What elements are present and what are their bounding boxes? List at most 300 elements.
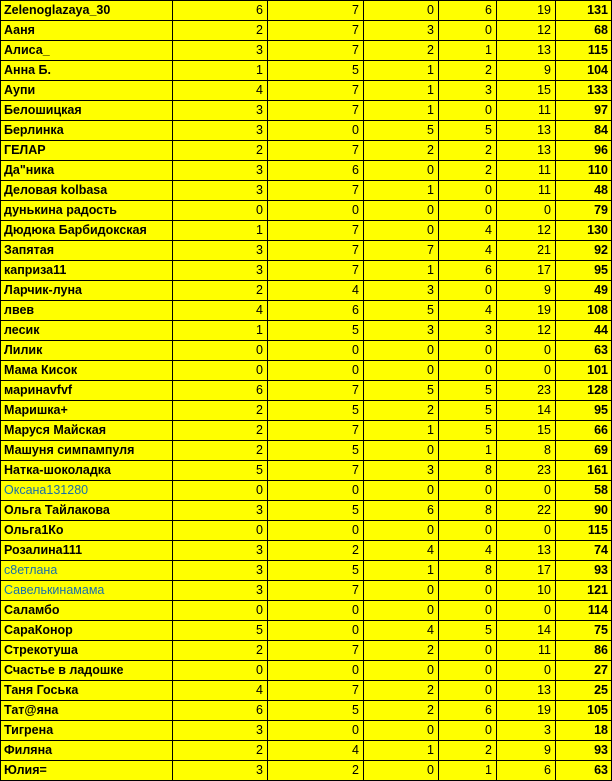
score-cell: 0: [173, 661, 268, 681]
participant-name: Мама Кисок: [1, 361, 173, 381]
score-cell: 5: [439, 621, 497, 641]
table-row: [1, 661, 612, 681]
score-cell: 0: [364, 521, 439, 541]
score-cell: 2: [439, 61, 497, 81]
participant-name[interactable]: Савелькинамама: [1, 581, 173, 601]
total-cell: 66: [556, 421, 612, 441]
participant-name: Алиса_: [1, 41, 173, 61]
score-cell: 0: [439, 281, 497, 301]
score-cell: 3: [173, 581, 268, 601]
score-cell: 1: [439, 41, 497, 61]
score-cell: 3: [173, 561, 268, 581]
score-cell: 7: [268, 81, 364, 101]
score-cell: 1: [439, 441, 497, 461]
score-cell: 12: [497, 221, 556, 241]
score-cell: 2: [364, 41, 439, 61]
score-cell: 7: [268, 221, 364, 241]
score-cell: 5: [268, 441, 364, 461]
total-cell: 93: [556, 741, 612, 761]
score-cell: 3: [173, 501, 268, 521]
participant-name: Ольга1Ко: [1, 521, 173, 541]
score-cell: 0: [497, 361, 556, 381]
participant-name: Лилик: [1, 341, 173, 361]
score-cell: 21: [497, 241, 556, 261]
participant-name: Натка-шоколадка: [1, 461, 173, 481]
table-row: [1, 441, 612, 461]
score-cell: 13: [497, 541, 556, 561]
score-cell: 5: [439, 401, 497, 421]
score-cell: 2: [173, 141, 268, 161]
score-cell: 5: [268, 401, 364, 421]
participant-name: дунькина радость: [1, 201, 173, 221]
score-cell: 0: [364, 1, 439, 21]
score-cell: 1: [364, 421, 439, 441]
score-cell: 0: [364, 221, 439, 241]
table-row: [1, 221, 612, 241]
score-cell: 11: [497, 641, 556, 661]
score-cell: 1: [364, 181, 439, 201]
table-row: [1, 381, 612, 401]
score-cell: 1: [364, 261, 439, 281]
score-cell: 22: [497, 501, 556, 521]
score-cell: 2: [173, 441, 268, 461]
participant-name: Ольга Тайлакова: [1, 501, 173, 521]
score-cell: 9: [497, 61, 556, 81]
score-cell: 3: [497, 721, 556, 741]
participant-name: Розалина111: [1, 541, 173, 561]
total-cell: 63: [556, 761, 612, 781]
score-cell: 1: [173, 61, 268, 81]
score-cell: 13: [497, 681, 556, 701]
score-cell: 8: [497, 441, 556, 461]
score-cell: 3: [173, 41, 268, 61]
score-cell: 5: [364, 121, 439, 141]
total-cell: 63: [556, 341, 612, 361]
participant-name: Да"ника: [1, 161, 173, 181]
score-cell: 8: [439, 501, 497, 521]
score-cell: 5: [268, 561, 364, 581]
table-row: [1, 581, 612, 601]
score-cell: 1: [173, 321, 268, 341]
score-table-body: [1, 1, 612, 781]
score-cell: 0: [173, 521, 268, 541]
score-cell: 8: [439, 461, 497, 481]
score-cell: 4: [439, 301, 497, 321]
table-row: [1, 281, 612, 301]
total-cell: 27: [556, 661, 612, 681]
score-cell: 2: [268, 761, 364, 781]
score-cell: 0: [497, 601, 556, 621]
score-cell: 2: [364, 701, 439, 721]
participant-name: лвев: [1, 301, 173, 321]
score-cell: 2: [364, 401, 439, 421]
score-cell: 2: [173, 281, 268, 301]
score-cell: 0: [268, 621, 364, 641]
table-row: [1, 181, 612, 201]
score-cell: 3: [439, 81, 497, 101]
score-cell: 0: [364, 721, 439, 741]
participant-name: Дюдюка Барбидокская: [1, 221, 173, 241]
score-cell: 13: [497, 141, 556, 161]
score-cell: 2: [173, 21, 268, 41]
score-cell: 0: [364, 761, 439, 781]
score-cell: 7: [268, 141, 364, 161]
participant-name: Машуня симпампуля: [1, 441, 173, 461]
score-cell: 0: [439, 101, 497, 121]
total-cell: 105: [556, 701, 612, 721]
score-cell: 0: [439, 361, 497, 381]
table-row: [1, 561, 612, 581]
score-cell: 0: [497, 521, 556, 541]
participant-name: Тат@яна: [1, 701, 173, 721]
score-cell: 2: [173, 421, 268, 441]
score-cell: 0: [497, 341, 556, 361]
score-cell: 5: [173, 461, 268, 481]
score-cell: 3: [173, 241, 268, 261]
table-row: [1, 21, 612, 41]
score-cell: 0: [439, 341, 497, 361]
participant-name: каприза11: [1, 261, 173, 281]
score-cell: 7: [268, 261, 364, 281]
score-cell: 0: [268, 661, 364, 681]
score-cell: 0: [268, 721, 364, 741]
score-cell: 7: [268, 421, 364, 441]
score-cell: 0: [364, 581, 439, 601]
score-cell: 0: [439, 581, 497, 601]
total-cell: 79: [556, 201, 612, 221]
score-cell: 3: [173, 121, 268, 141]
total-cell: 110: [556, 161, 612, 181]
score-cell: 3: [173, 101, 268, 121]
total-cell: 108: [556, 301, 612, 321]
score-cell: 3: [364, 21, 439, 41]
score-cell: 17: [497, 561, 556, 581]
score-cell: 19: [497, 701, 556, 721]
score-cell: 2: [364, 681, 439, 701]
score-cell: 3: [364, 321, 439, 341]
score-cell: 0: [268, 361, 364, 381]
total-cell: 131: [556, 1, 612, 21]
total-cell: 95: [556, 261, 612, 281]
participant-name: Филяна: [1, 741, 173, 761]
table-row: [1, 621, 612, 641]
table-row: [1, 321, 612, 341]
score-cell: 6: [268, 301, 364, 321]
score-cell: 3: [173, 161, 268, 181]
score-cell: 4: [268, 741, 364, 761]
total-cell: 115: [556, 521, 612, 541]
score-cell: 13: [497, 41, 556, 61]
score-cell: 3: [173, 261, 268, 281]
score-cell: 9: [497, 741, 556, 761]
score-cell: 11: [497, 181, 556, 201]
total-cell: 133: [556, 81, 612, 101]
score-cell: 19: [497, 301, 556, 321]
participant-name[interactable]: с8етлана: [1, 561, 173, 581]
participant-name: СараКонор: [1, 621, 173, 641]
participant-name: Стрекотуша: [1, 641, 173, 661]
table-row: [1, 421, 612, 441]
score-cell: 2: [439, 141, 497, 161]
score-cell: 8: [439, 561, 497, 581]
table-row: [1, 61, 612, 81]
score-cell: 3: [173, 541, 268, 561]
score-cell: 0: [364, 361, 439, 381]
score-cell: 6: [268, 161, 364, 181]
score-cell: 6: [439, 701, 497, 721]
table-row: [1, 481, 612, 501]
score-cell: 4: [173, 301, 268, 321]
participant-name: Zelenoglazaya_30: [1, 1, 173, 21]
score-cell: 0: [268, 341, 364, 361]
table-row: [1, 461, 612, 481]
score-cell: 0: [364, 481, 439, 501]
score-cell: 0: [268, 481, 364, 501]
table-row: [1, 41, 612, 61]
score-cell: 15: [497, 81, 556, 101]
score-cell: 4: [439, 241, 497, 261]
participant-name: Аупи: [1, 81, 173, 101]
score-cell: 2: [173, 741, 268, 761]
participant-name: Белошицкая: [1, 101, 173, 121]
table-row: [1, 601, 612, 621]
score-cell: 0: [497, 201, 556, 221]
table-row: [1, 1, 612, 21]
score-cell: 0: [173, 341, 268, 361]
score-cell: 5: [268, 701, 364, 721]
table-row: [1, 241, 612, 261]
total-cell: 93: [556, 561, 612, 581]
score-cell: 0: [439, 641, 497, 661]
table-row: [1, 741, 612, 761]
score-cell: 5: [268, 321, 364, 341]
score-cell: 0: [497, 661, 556, 681]
score-cell: 9: [497, 281, 556, 301]
score-cell: 0: [364, 161, 439, 181]
score-cell: 7: [364, 241, 439, 261]
score-cell: 0: [173, 361, 268, 381]
total-cell: 114: [556, 601, 612, 621]
score-cell: 7: [268, 461, 364, 481]
score-cell: 7: [268, 641, 364, 661]
score-cell: 0: [364, 661, 439, 681]
table-row: [1, 701, 612, 721]
score-cell: 0: [364, 601, 439, 621]
table-row: [1, 141, 612, 161]
score-cell: 0: [268, 521, 364, 541]
table-row: [1, 81, 612, 101]
score-cell: 23: [497, 461, 556, 481]
total-cell: 74: [556, 541, 612, 561]
score-cell: 0: [439, 721, 497, 741]
table-row: [1, 341, 612, 361]
total-cell: 75: [556, 621, 612, 641]
score-cell: 4: [268, 281, 364, 301]
score-cell: 2: [364, 641, 439, 661]
total-cell: 104: [556, 61, 612, 81]
total-cell: 90: [556, 501, 612, 521]
score-cell: 0: [439, 601, 497, 621]
score-cell: 7: [268, 1, 364, 21]
table-row: [1, 161, 612, 181]
score-cell: 11: [497, 161, 556, 181]
score-cell: 1: [173, 221, 268, 241]
participant-name: Запятая: [1, 241, 173, 261]
participant-name: Анна Б.: [1, 61, 173, 81]
score-cell: 0: [439, 661, 497, 681]
score-cell: 5: [439, 421, 497, 441]
score-cell: 0: [364, 201, 439, 221]
table-row: [1, 121, 612, 141]
total-cell: 161: [556, 461, 612, 481]
score-cell: 2: [173, 641, 268, 661]
table-row: [1, 521, 612, 541]
total-cell: 95: [556, 401, 612, 421]
total-cell: 18: [556, 721, 612, 741]
score-cell: 17: [497, 261, 556, 281]
score-cell: 0: [497, 481, 556, 501]
table-row: [1, 401, 612, 421]
total-cell: 84: [556, 121, 612, 141]
score-cell: 14: [497, 621, 556, 641]
score-cell: 3: [364, 281, 439, 301]
score-cell: 4: [439, 541, 497, 561]
table-row: [1, 681, 612, 701]
score-cell: 1: [364, 741, 439, 761]
score-cell: 7: [268, 381, 364, 401]
table-row: [1, 201, 612, 221]
score-cell: 4: [439, 221, 497, 241]
score-cell: 6: [364, 501, 439, 521]
score-cell: 3: [173, 761, 268, 781]
score-cell: 0: [173, 481, 268, 501]
participant-name[interactable]: Оксана131280: [1, 481, 173, 501]
score-cell: 0: [439, 481, 497, 501]
score-cell: 14: [497, 401, 556, 421]
score-cell: 7: [268, 181, 364, 201]
total-cell: 101: [556, 361, 612, 381]
participant-name: маринаvfvf: [1, 381, 173, 401]
score-cell: 0: [364, 341, 439, 361]
score-cell: 7: [268, 241, 364, 261]
total-cell: 44: [556, 321, 612, 341]
score-cell: 0: [439, 521, 497, 541]
participant-name: Саламбо: [1, 601, 173, 621]
score-cell: 2: [439, 741, 497, 761]
total-cell: 69: [556, 441, 612, 461]
table-row: [1, 361, 612, 381]
participant-name: Счастье в ладошке: [1, 661, 173, 681]
participant-name: ГЕЛАР: [1, 141, 173, 161]
total-cell: 115: [556, 41, 612, 61]
score-cell: 6: [173, 701, 268, 721]
score-cell: 0: [439, 201, 497, 221]
score-cell: 6: [173, 381, 268, 401]
total-cell: 97: [556, 101, 612, 121]
score-cell: 1: [364, 81, 439, 101]
total-cell: 49: [556, 281, 612, 301]
score-cell: 7: [268, 41, 364, 61]
score-cell: 12: [497, 21, 556, 41]
total-cell: 86: [556, 641, 612, 661]
table-row: [1, 761, 612, 781]
score-cell: 19: [497, 1, 556, 21]
total-cell: 92: [556, 241, 612, 261]
table-row: [1, 721, 612, 741]
participant-name: Маруся Майская: [1, 421, 173, 441]
total-cell: 130: [556, 221, 612, 241]
score-cell: 23: [497, 381, 556, 401]
participant-name: Юлия=: [1, 761, 173, 781]
score-cell: 4: [364, 541, 439, 561]
score-cell: 0: [364, 441, 439, 461]
score-cell: 10: [497, 581, 556, 601]
score-cell: 3: [173, 721, 268, 741]
score-cell: 13: [497, 121, 556, 141]
score-cell: 0: [439, 21, 497, 41]
participant-name: Ларчик-луна: [1, 281, 173, 301]
score-cell: 5: [268, 501, 364, 521]
total-cell: 58: [556, 481, 612, 501]
participant-name: Таня Госька: [1, 681, 173, 701]
score-cell: 3: [439, 321, 497, 341]
participant-name: Берлинка: [1, 121, 173, 141]
score-cell: 0: [268, 601, 364, 621]
score-cell: 1: [439, 761, 497, 781]
score-cell: 3: [173, 181, 268, 201]
score-cell: 0: [268, 121, 364, 141]
score-cell: 3: [364, 461, 439, 481]
score-cell: 4: [173, 681, 268, 701]
score-cell: 7: [268, 681, 364, 701]
table-row: [1, 541, 612, 561]
score-cell: 6: [439, 261, 497, 281]
score-cell: 5: [268, 61, 364, 81]
score-cell: 2: [173, 401, 268, 421]
score-cell: 6: [497, 761, 556, 781]
score-cell: 2: [268, 541, 364, 561]
score-cell: 6: [173, 1, 268, 21]
score-cell: 0: [268, 201, 364, 221]
score-cell: 0: [439, 181, 497, 201]
score-cell: 5: [173, 621, 268, 641]
score-cell: 0: [173, 201, 268, 221]
score-cell: 6: [439, 1, 497, 21]
table-row: [1, 501, 612, 521]
total-cell: 25: [556, 681, 612, 701]
score-cell: 7: [268, 581, 364, 601]
total-cell: 121: [556, 581, 612, 601]
score-cell: 1: [364, 561, 439, 581]
table-row: [1, 101, 612, 121]
score-cell: 1: [364, 101, 439, 121]
table-row: [1, 641, 612, 661]
score-cell: 5: [364, 381, 439, 401]
score-cell: 15: [497, 421, 556, 441]
total-cell: 128: [556, 381, 612, 401]
score-cell: 11: [497, 101, 556, 121]
participant-name: лесик: [1, 321, 173, 341]
total-cell: 48: [556, 181, 612, 201]
score-cell: 0: [173, 601, 268, 621]
participant-name: Ааня: [1, 21, 173, 41]
score-cell: 1: [364, 61, 439, 81]
score-cell: 5: [439, 381, 497, 401]
score-cell: 4: [173, 81, 268, 101]
total-cell: 68: [556, 21, 612, 41]
score-cell: 0: [439, 681, 497, 701]
score-cell: 7: [268, 101, 364, 121]
